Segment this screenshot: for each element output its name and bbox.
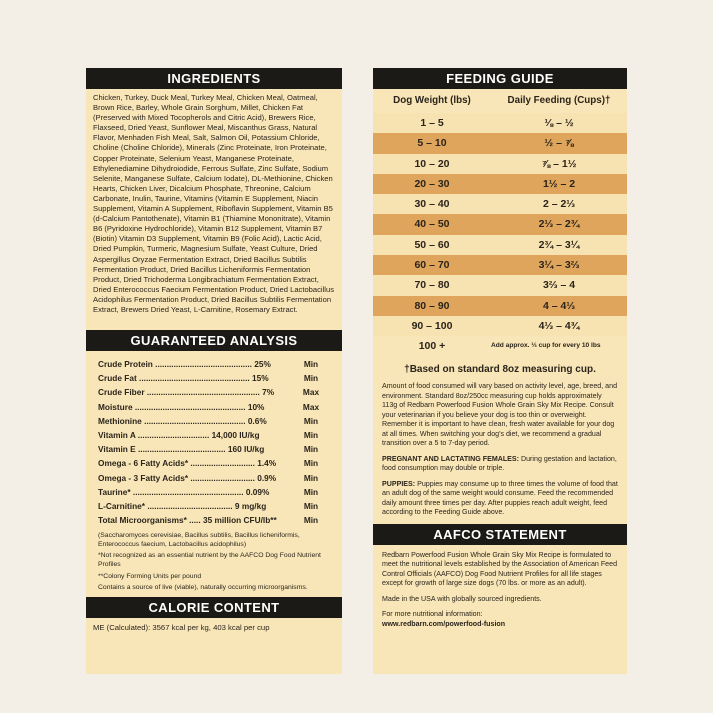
feeding-para: Amount of food consumed will vary based on activity level, age, breed, and environment. Standard 8oz/250cc measuring cup holds approximately 113g of Redbarn Powerfood Fusion Whole Grain Sky Mix Recipe. Consult your veterinarian if you believe your dog is too thin or overweight. Remember it is important to have clean, fresh water available for your dog at all times. When switching your dog's diet, we recommend a gradual transition over a 5 to 7-day period. — [382, 382, 618, 448]
feeding-cups: ½ – ⅞ — [544, 137, 574, 150]
ga-limit: Min — [303, 373, 319, 384]
feeding-weight: 1 – 5 — [420, 117, 444, 129]
ga-limit: Min — [303, 415, 319, 426]
feeding-weight: 60 – 70 — [414, 259, 450, 272]
ga-label: Vitamin A ............................... 14,000 IU/kg — [98, 429, 260, 440]
feeding-row-last — [373, 336, 627, 356]
ingredients-header: INGREDIENTS — [86, 68, 342, 89]
left-label-panel — [86, 68, 342, 674]
feeding-cups: 4 – 4⅓ — [542, 299, 576, 312]
guaranteed-analysis-header: GUARANTEED ANALYSIS — [86, 330, 342, 351]
feeding-row — [373, 255, 627, 275]
ga-label: Vitamin E ...................................... 160 IU/kg — [98, 444, 265, 455]
feeding-weight: 70 – 80 — [414, 279, 450, 292]
feeding-weight: 50 – 60 — [414, 238, 450, 251]
feeding-weight: 10 – 20 — [414, 157, 450, 170]
ga-label: Omega - 6 Fatty Acids* ............................ 1.4% — [98, 458, 277, 469]
feeding-row — [373, 316, 627, 336]
aafco-header: AAFCO STATEMENT — [373, 524, 627, 545]
feeding-cups: ⅞ – 1½ — [541, 157, 577, 170]
ga-label: Crude Protein .......................................... 25% — [98, 359, 271, 369]
ga-limit: Min — [303, 486, 319, 497]
ga-limit: Min — [303, 500, 319, 511]
ga-row — [98, 371, 342, 385]
measuring-cup-basis: †Based on standard 8oz measuring cup. — [404, 364, 596, 376]
ga-label: Taurine* ................................................ 0.09% — [98, 486, 270, 497]
ga-limit: Max — [302, 387, 320, 398]
ga-row — [98, 385, 342, 399]
feeding-row — [373, 275, 627, 295]
feeding-row — [373, 214, 627, 234]
pregnant-text: During gestation and lactation, food consumption may double or triple. — [382, 454, 617, 473]
more-info-label: For more nutritional information: — [382, 610, 483, 619]
feeding-cups: 4⅓ – 4¾ — [538, 319, 580, 332]
calorie-text: ME (Calculated): 3567 kcal per kg, 403 kcal per cup — [93, 622, 270, 632]
feeding-weight-last: 100 + — [418, 340, 446, 353]
guaranteed-analysis-table — [86, 351, 342, 527]
feeding-note-last: Add approx. ⅓ cup for every 10 lbs — [491, 342, 601, 350]
feeding-cups: 3⅔ – 4 — [542, 279, 576, 292]
feeding-cups: 2⅓ – 2¾ — [538, 218, 580, 231]
puppies-text: Puppies may consume up to three times the volume of food that an adult dog of the same weight would consume. Feed the recommended daily amount three times per day. After puppies reach adult weight, feed according to the Feeding Guide above. — [382, 479, 618, 517]
right-label-panel — [373, 68, 627, 674]
pregnant-para — [382, 455, 618, 474]
ga-limit: Min — [303, 359, 319, 369]
ga-limit: Min — [303, 515, 319, 526]
feeding-weight: 40 – 50 — [414, 218, 450, 231]
ga-limit: Min — [303, 472, 319, 483]
feeding-guide-header: FEEDING GUIDE — [373, 68, 627, 89]
feeding-row — [373, 154, 627, 174]
feeding-cups: ⅛ – ½ — [544, 117, 574, 129]
ga-row — [98, 414, 342, 428]
ga-label: Methionine ............................................ 0.6% — [98, 415, 267, 426]
more-info — [382, 610, 618, 629]
ingredients-text: Chicken, Turkey, Duck Meal, Turkey Meal, Chicken Meal, Oatmeal, Brown Rice, Barley, Whole Grain Sorghum, Millet, Chicken Fat (Preserved with Mixed Tocopherols and Citric Acid), Brewers Rice, Flaxseed, Dried Yeast, Sunflower Meal, Miscanthus Grass, Natural Flavor, Menhaden Fish Meal, Salt, Salmon Oil, Potassium Chloride, Choline (Choline Chloride), Minerals (Zinc Proteinate, Iron Proteinate, Copper Proteinate, Selenium Yeast, Manganese Proteinate, Ethylenediamine Dihydroiodide, Ferrous Sulfate, Zinc Sulfate, Sodium Selenite, Manganese Sulfate, Calcium Iodate), DL-Methionine, Chicken Hearts, Chicken Liver, Dicalcium Phosphate, Threonine, Calcium Carbonate, Inulin, Taurine, Vitamins (Vitamin E Supplement, Niacin Supplement, Vitamin A Supplement, Riboflavin Supplement, Vitamin B5 (d-Calcium Pantothenate), Vitamin B1 (Thiamine Mononitrate), Vitamin B6 (Pyridoxine Hydrochloride), Vitamin B12 Supplement, Vitamin B7 (Biotin) Vitamin D3 Supplement, Vitamin B9 (Folic Acid), Lactic Acid, Dried Pumpkin, Turmeric, Magnesium Sulfate, Yeast Culture, Dried Aspergillus Oryzae Fermentation Extract, Dried Bacillus Subtilis Fermentation Product, Dried Bacillus Licheniformis Fermentation Product, Dried Trichoderma Longibrachiatum Fermentation Extract, Dried Enterococcus Faecium Fermentation Product, Dried Lactobacillus Acidophilus Fermentation Product, Dried Bacillus Subtilis Fermentation Extract, Brewers Dried Yeast, L-Carnitine, Rosemary Extract. — [93, 93, 334, 314]
feeding-row — [373, 194, 627, 214]
feeding-weight: 80 – 90 — [414, 299, 450, 312]
feeding-guide-columns — [373, 89, 627, 113]
puppies-label: PUPPIES: — [382, 479, 416, 488]
ga-label: Crude Fat ................................................ 15% — [98, 373, 269, 384]
feeding-cups: 1½ – 2 — [542, 177, 576, 190]
ga-label: Moisture ................................................ 10% — [98, 401, 265, 412]
ga-row — [98, 471, 342, 485]
feeding-weight: 90 – 100 — [411, 319, 453, 332]
feeding-row — [373, 174, 627, 194]
ga-row — [98, 485, 342, 499]
puppies-para — [382, 480, 618, 518]
made-in-usa: Made in the USA with globally sourced ingredients. — [382, 594, 542, 603]
feeding-cups: 3¼ – 3⅔ — [538, 259, 580, 272]
ga-note-live: Contains a source of live (viable), naturally occurring microorganisms. — [98, 584, 308, 592]
feeding-weight: 30 – 40 — [414, 198, 450, 211]
ga-label: L-Carnitine* ..................................... 9 mg/kg — [98, 500, 267, 511]
feeding-row — [373, 113, 627, 133]
ga-row — [98, 428, 342, 442]
pregnant-label: PREGNANT AND LACTATING FEMALES: — [382, 454, 520, 463]
website-url: www.redbarn.com/powerfood-fusion — [382, 619, 506, 628]
feeding-row — [373, 235, 627, 255]
ga-row — [98, 357, 342, 371]
ga-limit: Min — [303, 429, 319, 440]
feeding-row — [373, 296, 627, 316]
feeding-cups: 2 – 2⅓ — [542, 198, 576, 211]
calorie-header: CALORIE CONTENT — [86, 597, 342, 618]
ga-row — [98, 499, 342, 513]
ga-limit: Max — [302, 401, 320, 412]
ga-note-star: *Not recognized as an essential nutrient by the AAFCO Dog Food Nutrient Profiles — [98, 552, 321, 569]
ga-limit: Min — [303, 444, 319, 455]
col-dog-weight: Dog Weight (lbs) — [393, 95, 471, 106]
ga-row — [98, 400, 342, 414]
ga-notes — [86, 527, 342, 593]
feeding-guide-text — [373, 382, 627, 518]
ga-limit: Min — [303, 458, 319, 469]
col-daily-feeding: Daily Feeding (Cups)† — [507, 95, 611, 106]
ga-note-cfu: **Colony Forming Units per pound — [98, 572, 202, 580]
feeding-weight: 5 – 10 — [417, 137, 447, 150]
ga-label: Total Microorganisms* ..... 35 million CFU/lb** — [98, 515, 277, 526]
aafco-text-block — [373, 545, 627, 630]
ga-note-species: (Saccharomyces cerevisiae, Bacillus subtilis, Bacillus licheniformis, Enterococcus faecium, Lactobacillus acidophilus) — [98, 532, 300, 548]
feeding-row — [373, 133, 627, 153]
feeding-weight: 20 – 30 — [414, 177, 450, 190]
ga-row — [98, 513, 342, 527]
ga-label: Crude Fiber ................................................. 7% — [98, 387, 275, 398]
ga-row — [98, 442, 342, 456]
aafco-statement: Redbarn Powerfood Fusion Whole Grain Sky Mix Recipe is formulated to meet the nutritional levels established by the Association of American Feed Control Officials (AAFCO) Dog Food Nutrient Profiles for all life stages except for growth of large size dogs (70 lbs. or more as an adult). — [382, 550, 618, 588]
ga-row — [98, 456, 342, 470]
ga-label: Omega - 3 Fatty Acids* ............................ 0.9% — [98, 472, 277, 483]
feeding-cups: 2¾ – 3¼ — [538, 238, 580, 251]
